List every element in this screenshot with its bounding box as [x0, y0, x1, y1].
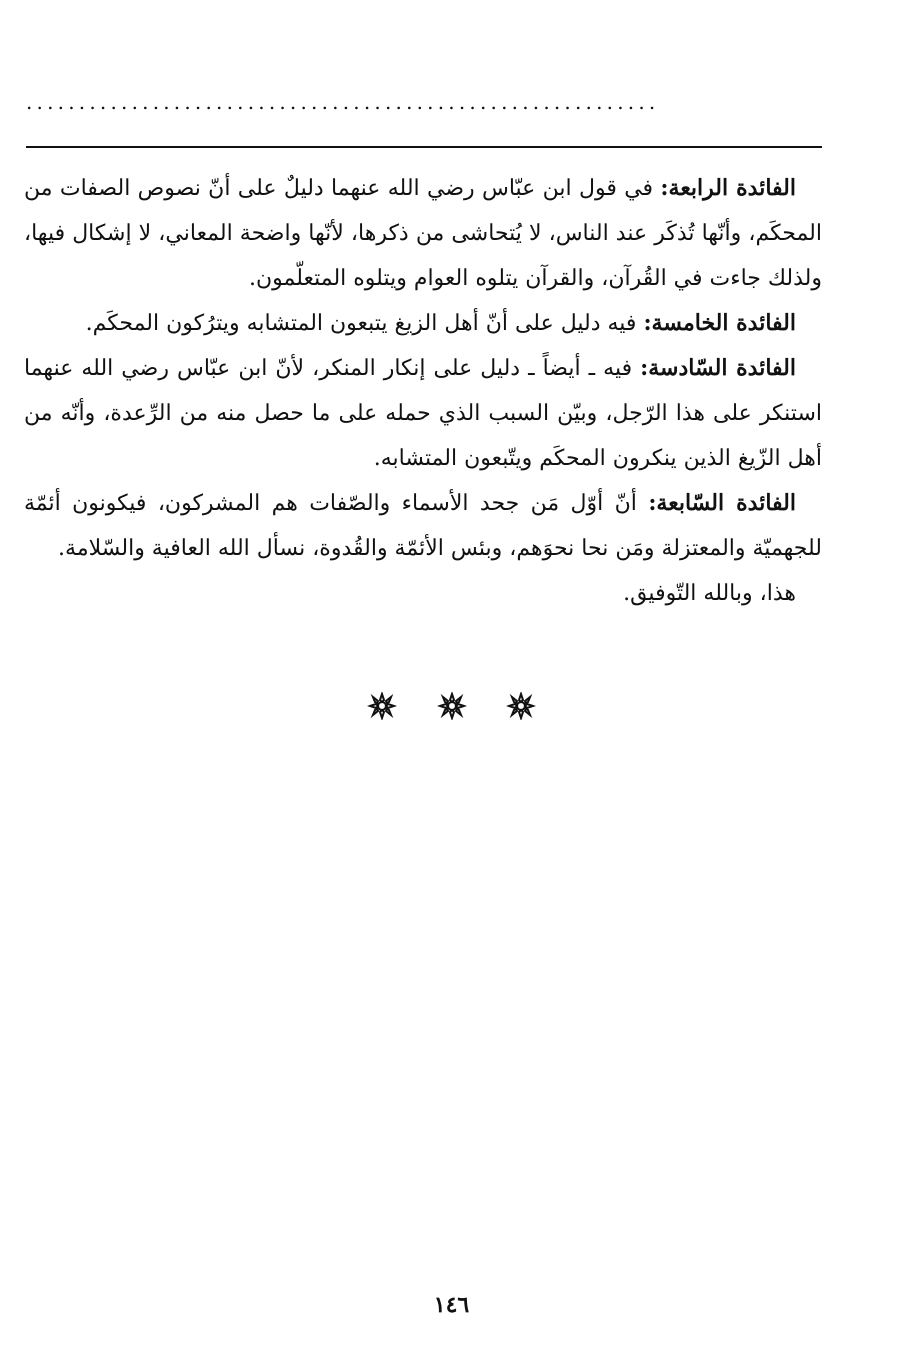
paragraph-text: فيه ـ أيضاً ـ دليل على إنكار المنكر، لأنّ ابن عبّاس رضي الله عنهما استنكر على هذا الرّجل، وبيّن السبب الذي حمله على ما حصل منه من الرِّعدة، وأنّه من أهل الزّيغ الذين ينكرون المحكَم ويتّبعون المتشابه.	[24, 356, 822, 471]
paragraph-label: الفائدة الرابعة:	[660, 175, 796, 201]
paragraph-text: فيه دليل على أنّ أهل الزيغ يتبعون المتشابه ويترُكون المحكَم.	[85, 311, 644, 336]
paragraph-seventh-benefit	[24, 481, 822, 571]
header-dotted-line: ............................................................	[26, 92, 660, 112]
flower-ornament-icon	[437, 692, 467, 720]
paragraph-text: في قول ابن عبّاس رضي الله عنهما دليلٌ على أنّ نصوص الصفات من المحكَم، وأنّها تُذكَر عند الناس، لا يُتحاشى من ذكرها، لأنّها واضحة المعاني، لا إشكال فيها، ولذلك جاءت في القُرآن، والقرآن يتلوه العوام ويتلوه المتعلّمون.	[24, 176, 823, 291]
paragraph-fifth-benefit	[24, 301, 822, 346]
paragraph-text: أنّ أوّل مَن جحد الأسماء والصّفات هم المشركون، فيكونون أئمّة للجهميّة والمعتزلة ومَن نحا نحوَهم، وبئس الأئمّة والقُدوة، نسأل الله العافية والسّلامة.	[24, 491, 822, 561]
page-body	[24, 166, 822, 616]
paragraph-fourth-benefit	[24, 166, 822, 301]
flower-ornament-icon	[367, 692, 397, 720]
paragraph-label: الفائدة السّابعة:	[648, 490, 797, 516]
paragraph-label: الفائدة الخامسة:	[643, 310, 796, 336]
paragraph-sixth-benefit	[24, 346, 822, 481]
header-rule	[26, 146, 822, 148]
paragraph-label: الفائدة السّادسة:	[640, 355, 796, 381]
flower-ornament-icon	[506, 692, 536, 720]
section-end-ornaments	[0, 690, 903, 720]
closing-line: هذا، وبالله التّوفيق.	[623, 581, 796, 606]
page-number: ١٤٦	[433, 1292, 470, 1318]
